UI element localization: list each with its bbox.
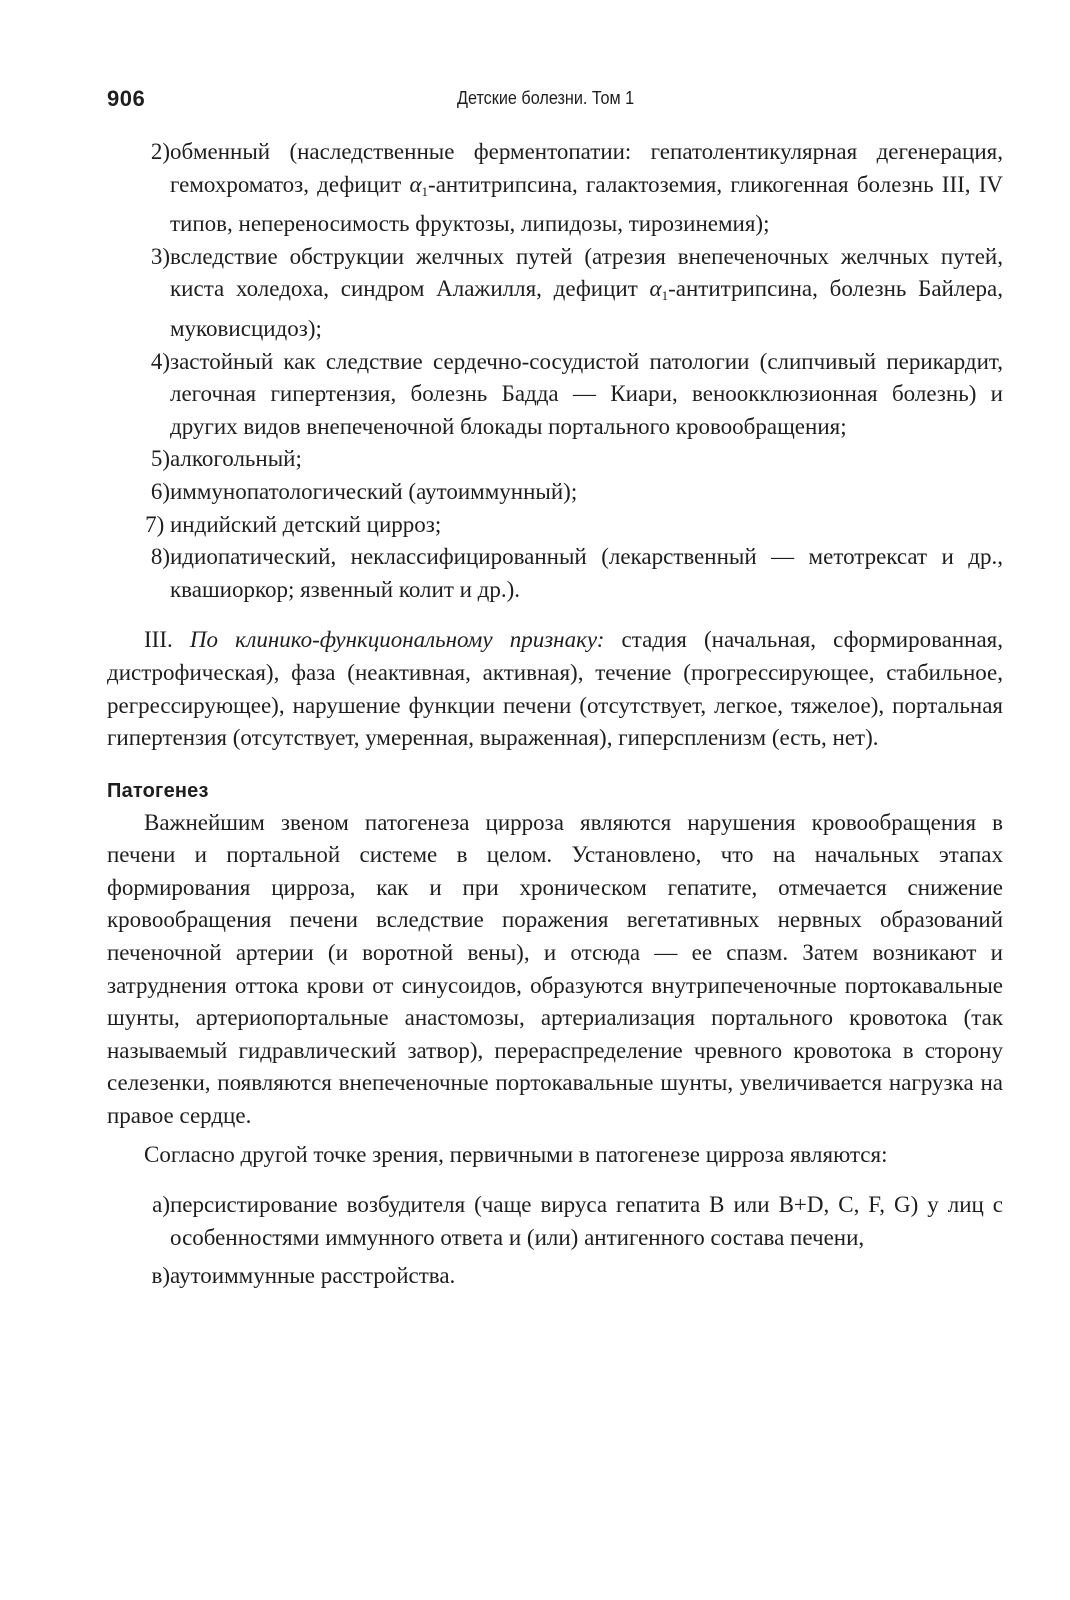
etiology-list (107, 136, 1003, 606)
list-item (107, 136, 1003, 241)
classification-text: стадия (начальная, сформированная, дистрофическая), фаза (неактивная, активная), течение (прогрессирующее, стабильное, регрессирующее), нарушение функции печени (отсутствует, легкое, тяжелое), портальная гипертензия (отсутствует, умеренная, выраженная), гиперспленизм (есть, нет). (107, 627, 1003, 751)
alpha-symbol: α (649, 276, 662, 302)
list-item-number: 6) (150, 478, 170, 504)
subscript: 1 (661, 288, 669, 304)
list-item (107, 443, 1003, 476)
list-item-letter: в) (151, 1263, 170, 1289)
classification-numeral: III. (144, 627, 190, 653)
body-paragraph: Согласно другой точке зрения, первичными в патогенезе цирроза являются: (144, 1141, 888, 1167)
list-item-number: 5) (150, 446, 170, 472)
list-item-text: идиопатический, неклассифицированный (лекарственный — метотрексат и др., квашиоркор; язвенный колит и др.). (170, 544, 1003, 602)
list-item-text: застойный как следствие сердечно-сосудистой патологии (слипчивый перикардит, легочная гипертензия, болезнь Бадда — Киари, веноокклюзионная болезнь) и других видов внепеченочной блокады портального кровообращения; (170, 348, 1003, 439)
list-item (107, 241, 1003, 346)
list-item-number: 8) (150, 544, 170, 570)
list-item (107, 541, 1003, 606)
list-item (107, 509, 1003, 542)
pathogenesis-list (107, 1189, 1003, 1293)
list-item-text: персистирование возбудителя (чаще вируса гепатита B или B+D, C, F, G) у лиц с особенностями иммунного ответа и (или) антигенного состава печени, (170, 1192, 1003, 1250)
list-item-text: индийский детский цирроз; (170, 511, 442, 537)
list-item-text: обменный (наследственные ферментопатии: гепатолентикулярная дегенерация, гемохроматоз, дефицит $\alpha_1$-антитрипсина, галактоземия, гликогенная болезнь III, IV типов, непереносимость фруктозы, липидозы, тирозинемия); (170, 139, 1003, 237)
section-heading: Патогенез (107, 779, 209, 802)
list-item (107, 346, 1003, 444)
page-number: 906 (107, 86, 146, 111)
running-head (107, 86, 1003, 116)
page-content (107, 136, 1003, 1299)
subscript: 1 (421, 183, 429, 199)
list-item-text: вследствие обструкции желчных путей (атрезия внепеченочных желчных путей, киста холедоха, синдром Алажилля, дефицит $\alpha_1$-антитрипсина, болезнь Байлера, муковисцидоз); (170, 243, 1003, 341)
classification-label: По клинико-функциональному признаку: (189, 627, 605, 653)
body-paragraph: Важнейшим звеном патогенеза цирроза являются нарушения кровообращения в печени и портальной системе в целом. Установлено, что на начальных этапах формирования цирроза, как и при хроническом гепатите, отмечается снижение кровообращения печени вследствие поражения вегетативных нервных образований печеночной артерии (и воротной вены), и отсюда — ее спазм. Затем возникают и затруднения оттока крови от синусоидов, образуются внутрипеченочные портокавальные шунты, артериопортальные анастомозы, артериализация портального кровотока (так называемый гидравлический затвор), перераспределение чревного кровотока в сторону селезенки, появляются внепеченочные портокавальные шунты, увеличивается нагрузка на правое сердце. (107, 809, 1003, 1129)
list-item-number: 3) (150, 243, 170, 269)
running-title: Детские болезни. Том 1 (457, 88, 635, 108)
list-item-text: аутоиммунные расстройства. (170, 1263, 456, 1289)
list-item-number: 7) (145, 511, 170, 537)
list-item (107, 1260, 1003, 1293)
list-item-number: 2) (150, 139, 170, 164)
list-item-text: иммунопатологический (аутоиммунный); (170, 478, 578, 504)
list-item-letter: а) (152, 1192, 170, 1218)
list-item (107, 1189, 1003, 1254)
list-item-number: 4) (150, 348, 170, 374)
list-item (107, 476, 1003, 509)
list-item-text: алкогольный; (170, 446, 302, 472)
classification-paragraph (107, 624, 1003, 754)
alpha-symbol: α (409, 171, 422, 197)
